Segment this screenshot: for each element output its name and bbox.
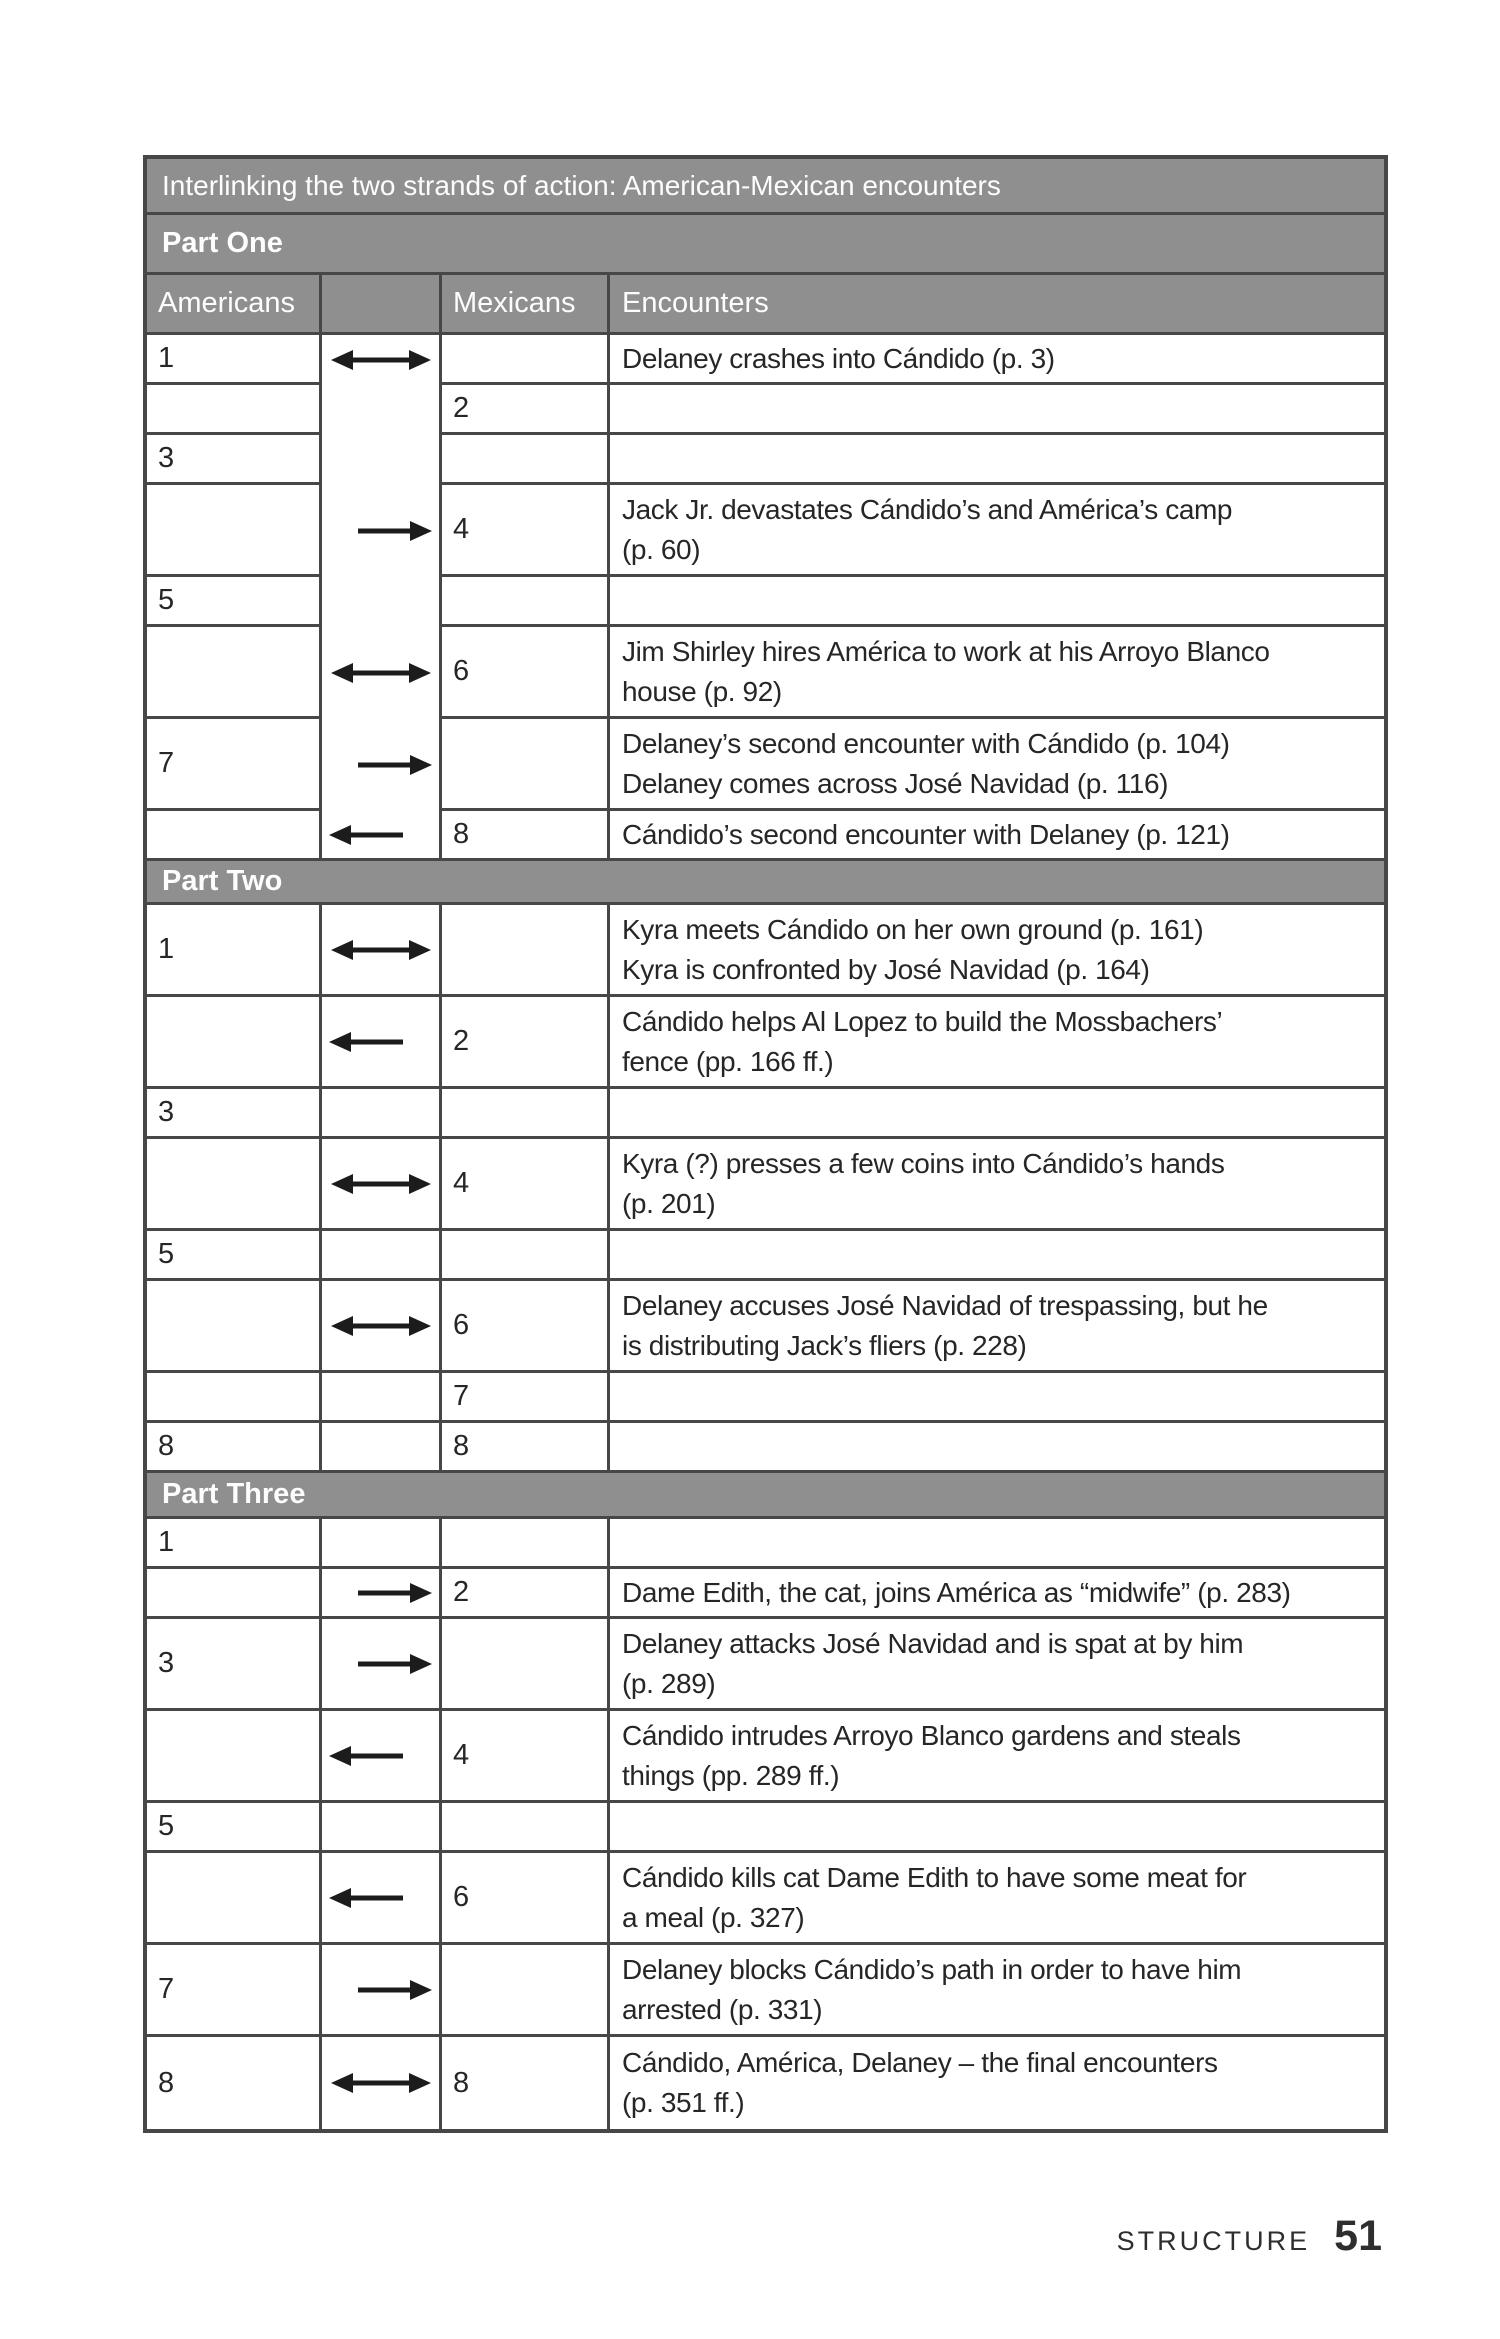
arrow-cell <box>322 577 442 627</box>
mexicans-cell <box>442 335 610 385</box>
mexicans-cell: 4 <box>442 1139 610 1231</box>
encounter-text: arrested (p. 331) <box>622 1993 823 2025</box>
footer-page-number: 51 <box>1334 2212 1382 2260</box>
arrow-cell <box>322 719 442 811</box>
double-arrow-icon <box>331 1313 431 1339</box>
table-row <box>147 335 1384 385</box>
table-body <box>147 215 1384 2129</box>
encounters-cell <box>610 1139 1384 1231</box>
encounter-text: a meal (p. 327) <box>622 1901 805 1933</box>
part-label: Part Three <box>147 1473 1384 1519</box>
table-row <box>147 577 1384 627</box>
americans-cell: 5 <box>147 577 322 627</box>
encounter-text: (p. 289) <box>622 1667 716 1699</box>
table-title: Interlinking the two strands of action: American-Mexican encounters <box>147 159 1384 215</box>
encounters-cell <box>610 335 1384 385</box>
table-row <box>147 385 1384 435</box>
table-row <box>147 1423 1384 1473</box>
encounters-cell <box>610 435 1384 485</box>
right-arrow-icon <box>358 1651 432 1677</box>
table-row <box>147 1519 1384 1569</box>
americans-cell <box>147 1373 322 1423</box>
americans-cell <box>147 997 322 1089</box>
arrow-cell <box>322 1569 442 1619</box>
arrow-cell <box>322 335 442 385</box>
encounters-cell <box>610 997 1384 1089</box>
encounters-cell <box>610 1373 1384 1423</box>
table-row <box>147 1281 1384 1373</box>
encounter-text: Delaney crashes into Cándido (p. 3) <box>622 342 1055 374</box>
mexicans-cell: 7 <box>442 1373 610 1423</box>
arrow-cell <box>322 1089 442 1139</box>
americans-cell: 5 <box>147 1231 322 1281</box>
mexicans-cell <box>442 1619 610 1711</box>
table-row <box>147 1139 1384 1231</box>
arrow-cell <box>322 1281 442 1373</box>
footer-section-label: STRUCTURE <box>1116 2226 1311 2256</box>
encounter-text: Cándido’s second encounter with Delaney (p. 121) <box>622 818 1230 850</box>
mexicans-cell <box>442 1945 610 2037</box>
mexicans-cell: 8 <box>442 2037 610 2129</box>
table-row <box>147 627 1384 719</box>
americans-cell: 8 <box>147 2037 322 2129</box>
encounters-cell <box>610 811 1384 861</box>
left-arrow-icon <box>329 822 403 848</box>
arrow-cell <box>322 1423 442 1473</box>
part-header-row <box>147 1473 1384 1519</box>
encounter-text: Cándido intrudes Arroyo Blanco gardens and steals <box>622 1719 1241 1751</box>
encounter-text: things (pp. 289 ff.) <box>622 1759 840 1791</box>
mexicans-cell <box>442 1089 610 1139</box>
americans-cell: 1 <box>147 335 322 385</box>
table-row <box>147 1803 1384 1853</box>
encounter-text: Jack Jr. devastates Cándido’s and América’s camp <box>622 493 1233 525</box>
encounters-cell <box>610 1519 1384 1569</box>
col-header-americans: Americans <box>147 275 322 335</box>
right-arrow-icon <box>358 1580 432 1606</box>
table-row <box>147 1231 1384 1281</box>
encounters-cell <box>610 1231 1384 1281</box>
right-arrow-icon <box>358 518 432 544</box>
column-header-row <box>147 275 1384 335</box>
arrow-cell <box>322 435 442 485</box>
table-row <box>147 811 1384 861</box>
encounter-text: Cándido, América, Delaney – the final encounters <box>622 2047 1218 2078</box>
left-arrow-icon <box>329 1743 403 1769</box>
americans-cell <box>147 1569 322 1619</box>
table-row <box>147 485 1384 577</box>
encounter-text: Cándido helps Al Lopez to build the Mossbachers’ <box>622 1005 1223 1037</box>
mexicans-cell: 4 <box>442 485 610 577</box>
americans-cell: 8 <box>147 1423 322 1473</box>
americans-cell: 3 <box>147 1619 322 1711</box>
arrow-cell <box>322 1139 442 1231</box>
americans-cell <box>147 1281 322 1373</box>
encounter-text: (p. 351 ff.) <box>622 2087 745 2118</box>
encounter-text: (p. 60) <box>622 533 701 565</box>
encounter-text: Delaney comes across José Navidad (p. 116) <box>622 767 1169 799</box>
encounter-text: Delaney’s second encounter with Cándido (p. 104) <box>622 727 1230 759</box>
left-arrow-icon <box>329 1885 403 1911</box>
arrow-cell <box>322 1711 442 1803</box>
table-row <box>147 1089 1384 1139</box>
arrow-cell <box>322 627 442 719</box>
encounters-cell <box>610 1945 1384 2037</box>
double-arrow-icon <box>331 2070 431 2096</box>
encounters-cell <box>610 485 1384 577</box>
mexicans-cell: 6 <box>442 627 610 719</box>
encounters-cell <box>610 627 1384 719</box>
arrow-cell <box>322 385 442 435</box>
encounter-text: Cándido kills cat Dame Edith to have some meat for <box>622 1861 1247 1893</box>
double-arrow-icon <box>331 660 431 686</box>
encounters-cell <box>610 577 1384 627</box>
table-row <box>147 435 1384 485</box>
part-header-row <box>147 215 1384 275</box>
encounters-cell <box>610 1089 1384 1139</box>
table-row <box>147 997 1384 1089</box>
americans-cell <box>147 811 322 861</box>
mexicans-cell: 6 <box>442 1281 610 1373</box>
table-row <box>147 1945 1384 2037</box>
double-arrow-icon <box>331 1171 431 1197</box>
col-header-mexicans: Mexicans <box>442 275 610 335</box>
encounters-cell <box>610 1803 1384 1853</box>
page-footer <box>1117 2212 1382 2261</box>
table-row <box>147 1619 1384 1711</box>
encounters-cell <box>610 1423 1384 1473</box>
encounter-text: fence (pp. 166 ff.) <box>622 1045 834 1077</box>
left-arrow-icon <box>329 1029 403 1055</box>
encounters-cell <box>610 1711 1384 1803</box>
americans-cell: 3 <box>147 1089 322 1139</box>
double-arrow-icon <box>331 937 431 963</box>
col-header-encounters: Encounters <box>610 275 1384 335</box>
encounters-cell <box>610 719 1384 811</box>
col-header-arrow <box>322 275 442 335</box>
encounter-text: Dame Edith, the cat, joins América as “midwife” (p. 283) <box>622 1576 1291 1608</box>
americans-cell <box>147 1853 322 1945</box>
mexicans-cell: 8 <box>442 1423 610 1473</box>
americans-cell <box>147 385 322 435</box>
encounter-text: Kyra is confronted by José Navidad (p. 164) <box>622 953 1150 985</box>
americans-cell <box>147 627 322 719</box>
arrow-cell <box>322 2037 442 2129</box>
table-row <box>147 2037 1384 2129</box>
mexicans-cell <box>442 1803 610 1853</box>
arrow-cell <box>322 1619 442 1711</box>
table-title-row <box>147 159 1384 215</box>
table-row <box>147 1853 1384 1945</box>
americans-cell: 3 <box>147 435 322 485</box>
arrow-cell <box>322 997 442 1089</box>
double-arrow-icon <box>331 347 431 373</box>
right-arrow-icon <box>358 752 432 778</box>
encounters-cell <box>610 1569 1384 1619</box>
arrow-cell <box>322 1803 442 1853</box>
encounter-text: Jim Shirley hires América to work at his Arroyo Blanco <box>622 635 1270 667</box>
americans-cell <box>147 485 322 577</box>
americans-cell <box>147 1711 322 1803</box>
americans-cell: 7 <box>147 1945 322 2037</box>
encounters-cell <box>610 1281 1384 1373</box>
americans-cell <box>147 1139 322 1231</box>
encounter-text: (p. 201) <box>622 1187 716 1219</box>
mexicans-cell: 2 <box>442 997 610 1089</box>
arrow-cell <box>322 1231 442 1281</box>
encounters-cell <box>610 385 1384 435</box>
table-row <box>147 905 1384 997</box>
arrow-cell <box>322 485 442 577</box>
americans-cell: 1 <box>147 1519 322 1569</box>
encounter-text: Delaney blocks Cándido’s path in order to have him <box>622 1953 1242 1985</box>
encounter-text: Delaney attacks José Navidad and is spat at by him <box>622 1627 1244 1659</box>
mexicans-cell: 2 <box>442 385 610 435</box>
americans-cell: 5 <box>147 1803 322 1853</box>
encounter-text: is distributing Jack’s fliers (p. 228) <box>622 1329 1027 1361</box>
arrow-cell <box>322 1373 442 1423</box>
encounters-cell <box>610 2037 1384 2129</box>
arrow-cell <box>322 1853 442 1945</box>
table-row <box>147 1373 1384 1423</box>
arrow-cell <box>322 905 442 997</box>
table-row <box>147 1711 1384 1803</box>
part-label: Part One <box>147 215 1384 275</box>
americans-cell: 1 <box>147 905 322 997</box>
encounters-structure-table <box>143 155 1388 2133</box>
encounters-cell <box>610 1619 1384 1711</box>
mexicans-cell <box>442 1231 610 1281</box>
mexicans-cell: 8 <box>442 811 610 861</box>
encounter-text: Kyra (?) presses a few coins into Cándido’s hands <box>622 1147 1225 1179</box>
table-row <box>147 719 1384 811</box>
table-row <box>147 1569 1384 1619</box>
encounter-text: Delaney accuses José Navidad of trespassing, but he <box>622 1289 1268 1321</box>
mexicans-cell <box>442 435 610 485</box>
mexicans-cell <box>442 719 610 811</box>
arrow-cell <box>322 811 442 861</box>
part-header-row <box>147 861 1384 905</box>
right-arrow-icon <box>358 1977 432 2003</box>
mexicans-cell <box>442 1519 610 1569</box>
part-label: Part Two <box>147 861 1384 905</box>
encounter-text: house (p. 92) <box>622 675 782 707</box>
encounters-cell <box>610 905 1384 997</box>
encounters-cell <box>610 1853 1384 1945</box>
arrow-cell <box>322 1945 442 2037</box>
arrow-cell <box>322 1519 442 1569</box>
encounter-text: Kyra meets Cándido on her own ground (p. 161) <box>622 913 1204 945</box>
americans-cell: 7 <box>147 719 322 811</box>
mexicans-cell: 6 <box>442 1853 610 1945</box>
mexicans-cell <box>442 905 610 997</box>
mexicans-cell <box>442 577 610 627</box>
mexicans-cell: 2 <box>442 1569 610 1619</box>
mexicans-cell: 4 <box>442 1711 610 1803</box>
